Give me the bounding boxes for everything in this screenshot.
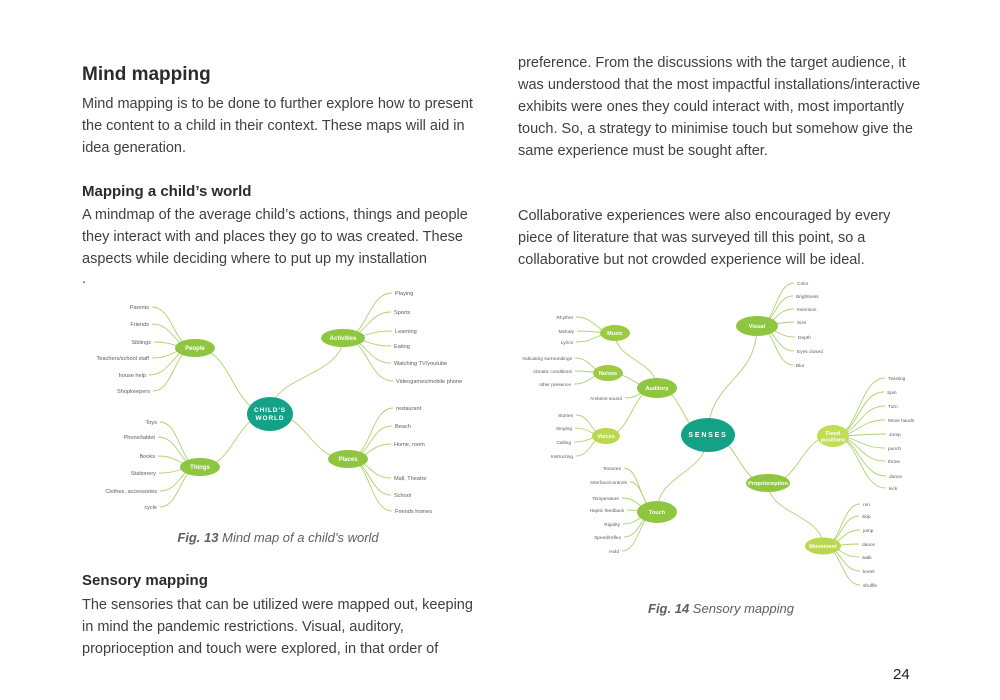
fig13-caption-label: Fig. 13 xyxy=(177,530,219,545)
mindmap-leaf-l-clothes: Clothes, accessories xyxy=(105,489,157,495)
mindmap-leaf-l-melody: Melody xyxy=(558,330,574,335)
mindmap-leaf-l-throw: throw xyxy=(888,460,900,465)
mindmap-leaf-l-inversion: Inversion xyxy=(797,308,817,313)
mindmap-leaf-l-playing: Playing xyxy=(395,291,414,297)
mindmap-leaf-l-toys: Toys xyxy=(145,420,157,426)
mindmap-leaf-l-rigidity: Rigidity xyxy=(604,523,620,528)
mindmap-leaf-l-punch: punch xyxy=(888,447,902,452)
fig14-caption-label: Fig. 14 xyxy=(648,601,690,616)
right-paragraph-1: preference. From the discussions with the target audience, it was understood that the most impactful installations/interactive exhibits were ones they could interact with, most importantly touch. So, a strategy to minimise touch but somehow give the same experience must be sought after. xyxy=(518,55,921,159)
svg-text:Activities: Activities xyxy=(329,336,357,343)
mindmap-leaf-l-learning: Learning xyxy=(395,329,417,335)
svg-text:SENSES: SENSES xyxy=(688,432,728,440)
mindmap-leaf-l-siblings: Siblings xyxy=(131,340,151,346)
mindmap-leaf-l-otherpresence: other presence xyxy=(539,383,571,388)
svg-text:Visual: Visual xyxy=(748,324,766,331)
mindmap-leaf-l-parents: Parents xyxy=(129,305,149,311)
svg-text:Things: Things xyxy=(190,465,210,472)
svg-text:Auditory: Auditory xyxy=(645,386,669,393)
mindmap-leaf-l-spin: Spin xyxy=(887,391,897,396)
mindmap-leaf-l-kick: kick xyxy=(889,487,898,492)
mindmap-node-world xyxy=(247,397,293,431)
mindmap-node-places xyxy=(328,450,368,468)
mindmap-node-activities xyxy=(321,329,365,347)
mindmap-leaf-l-brightness: Brightness xyxy=(796,295,819,300)
svg-text:Voices: Voices xyxy=(597,434,615,441)
mindmap-leaf-l-stories: Stories xyxy=(558,414,573,419)
mindmap-leaf-l-househelp: house help xyxy=(118,373,146,379)
mindmap-leaf-l-twisting: Twisting xyxy=(888,377,906,382)
mindmap-leaf-l-interface: Interface/controls xyxy=(590,481,627,486)
mindmap-leaf-l-dance1: dance xyxy=(889,475,903,480)
mindmap-leaf-l-kneel: kneel xyxy=(863,570,875,575)
mindmap-leaf-l-dance2: dance xyxy=(862,543,876,548)
mindmap-leaf-l-movehands: Move hands xyxy=(888,419,915,424)
mindmap-leaf-l-mall: Mall, Theatre xyxy=(394,476,427,482)
fig14-caption-text: Sensory mapping xyxy=(689,601,794,616)
section-heading-sensory-mapping: Sensory mapping xyxy=(82,572,208,589)
mindmap-leaf-l-climatic: climatic conditions xyxy=(533,370,572,375)
mindmap-leaf-l-rhythm: Rhythm xyxy=(556,316,573,321)
intro-paragraph: Mind mapping is to be done to further explore how to present the content to a child in their context. These maps will aid in idea generation. xyxy=(82,96,473,156)
mindmap-leaf-l-friendshomes: Friends homes xyxy=(395,509,432,515)
mindmap-leaf-l-videogames: Videogames/mobile phone xyxy=(396,379,463,385)
page-title: Mind mapping xyxy=(82,64,211,85)
mindmap-leaf-l-home: Home, room xyxy=(394,442,425,448)
mindmap-leaf-l-friends: Friends xyxy=(130,322,149,328)
mindmap-leaf-l-restaurant: restaurant xyxy=(396,406,422,412)
mindmap-leaf-l-lyrics: Lyrics xyxy=(560,341,573,346)
mindmap-leaf-l-ambient: Ambient sound xyxy=(590,397,622,402)
mindmap-node-proprioception xyxy=(746,474,790,492)
mindmap-leaf-l-hold: Hold xyxy=(609,550,619,555)
mindmap-leaf-l-temperature: Temperature xyxy=(592,497,619,502)
mindmap-leaf-l-indicating: Indicating surroundings xyxy=(522,357,572,362)
mindmap-leaf-l-sports: Sports xyxy=(394,310,411,316)
mindmap-leaf-l-school: School xyxy=(394,493,412,499)
svg-text:Movement: Movement xyxy=(809,544,837,551)
mindmap-node-visual xyxy=(736,316,778,336)
mindmap-leaf-l-eyesclosed: Eyes closed xyxy=(797,350,823,355)
mindmap-leaf-l-shopkeepers: Shopkeepers xyxy=(117,389,150,395)
mindmap-leaf-l-color: Color xyxy=(797,282,809,287)
page-number: 24 xyxy=(893,666,910,683)
svg-text:People: People xyxy=(185,346,205,353)
svg-text:Touch: Touch xyxy=(648,510,666,517)
mindmap-childs-world xyxy=(82,286,477,531)
mindmap-leaf-l-shuffle: shuffle xyxy=(863,584,878,589)
mindmap-leaf-l-run: run xyxy=(863,503,870,508)
mindmap-node-people xyxy=(175,339,215,357)
mindmap-leaf-l-turn: Turn xyxy=(888,405,898,410)
mindmap-leaf-l-skip: skip xyxy=(862,515,871,520)
mindmap-leaf-l-instructing: Instructing xyxy=(550,455,573,460)
mindmap-leaf-l-haptic: Haptic feedback xyxy=(589,509,624,514)
mindmap-leaf-l-eating: Eating xyxy=(394,344,410,350)
mindmap-leaf-l-stationery: Stationery xyxy=(130,471,156,477)
mindmap-node-touch xyxy=(637,501,677,523)
section-heading-mapping-childs-world: Mapping a child’s world xyxy=(82,183,252,200)
mindmap-leaf-l-size: Size xyxy=(797,321,807,326)
mindmap-leaf-l-books: Books xyxy=(139,454,155,460)
mindmap-leaf-l-teachers: Teachers/school staff xyxy=(96,356,149,362)
mindmap-node-senses xyxy=(681,418,735,452)
mindmap-node-things xyxy=(180,458,220,476)
mindmap-leaf-l-beach: Beach xyxy=(395,424,411,430)
mindmap-node-noises xyxy=(593,365,623,381)
section1-paragraph-dot: . xyxy=(82,271,87,287)
fig13-caption xyxy=(82,530,474,545)
mindmap-leaf-l-phone: Phone/tablet xyxy=(123,435,155,441)
mindmap-senses xyxy=(518,278,938,596)
svg-text:CHILD'SWORLD: CHILD'S WORLD xyxy=(253,407,287,423)
fig13-caption-text: Mind map of a child’s world xyxy=(218,530,379,545)
mindmap-leaf-l-textures: Textures xyxy=(602,467,621,472)
svg-text:Music: Music xyxy=(607,331,623,338)
mindmap-leaf-l-depth: Depth xyxy=(798,336,811,341)
mindmap-node-fixedpositions xyxy=(817,425,849,447)
mindmap-node-music xyxy=(600,325,630,341)
mindmap-leaf-l-blur: Blur xyxy=(796,364,805,369)
section2-paragraph: The sensories that can be utilized were mapped out, keeping in mind the pandemic restrictions. Visual, auditory, proprioception and touch were explored, in that order of xyxy=(82,597,473,657)
fig14-caption xyxy=(648,601,794,616)
mindmap-leaf-l-walk: walk xyxy=(862,556,872,561)
section1-paragraph: A mindmap of the average child’s actions, things and people they interact with and places they go to was created. These aspects while deciding where to put up my installation xyxy=(82,207,468,267)
mindmap-leaf-l-watching: Watching TV/youtube xyxy=(394,361,448,367)
mindmap-leaf-l-singing: Singing xyxy=(555,427,572,432)
mindmap-leaf-l-cycle: cycle xyxy=(144,505,157,511)
mindmap-leaf-l-speed: Speed/reflex xyxy=(594,536,621,541)
mindmap-node-voices xyxy=(592,428,620,444)
mindmap-leaf-l-calling: Calling xyxy=(556,441,571,446)
mindmap-leaf-l-jump2: jump xyxy=(863,529,874,534)
svg-text:Proprioception: Proprioception xyxy=(748,481,788,488)
svg-text:Noises: Noises xyxy=(598,371,618,378)
mindmap-leaf-l-jump1: Jump xyxy=(889,433,901,438)
right-paragraph-2: Collaborative experiences were also encouraged by every piece of literature that was surveyed till this point, so a collaborative but not crowded experience will be ideal. xyxy=(518,208,891,268)
mindmap-node-auditory xyxy=(637,378,677,398)
svg-text:Places: Places xyxy=(338,457,358,464)
mindmap-node-movement xyxy=(805,538,841,555)
svg-text:Fixedpositions: Fixed positions xyxy=(820,430,846,444)
